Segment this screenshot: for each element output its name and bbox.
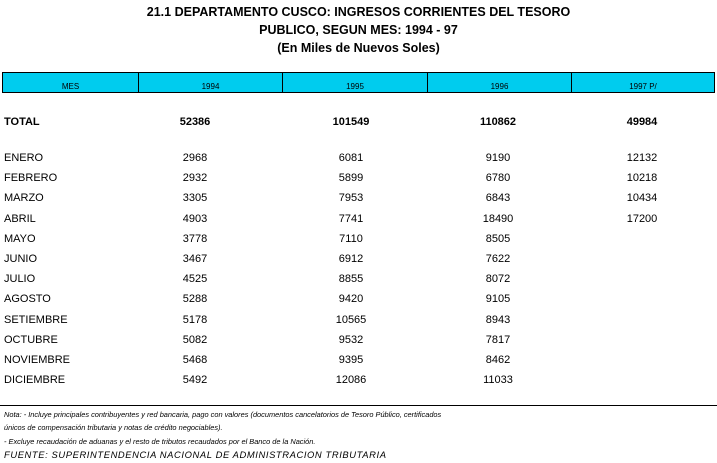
total-row: [0, 112, 717, 132]
total-1996: 110862: [479, 116, 517, 128]
source-line: FUENTE: SUPERINTENDENCIA NACIONAL DE ADMINISTRACION TRIBUTARIA: [4, 449, 387, 460]
value-cell: 9420: [338, 293, 364, 306]
value-cell: 5178: [182, 313, 208, 326]
total-1997: 49984: [626, 116, 658, 128]
value-cell: 5492: [182, 374, 208, 387]
value-cell: 9190: [485, 152, 511, 164]
table-row: [0, 229, 717, 249]
value-cell: 18490: [482, 212, 514, 225]
value-cell: 5288: [182, 293, 208, 306]
month-label: JUNIO: [4, 253, 37, 265]
value-cell: 7953: [338, 192, 364, 205]
value-cell: 2932: [182, 172, 208, 185]
table-row: [0, 188, 717, 208]
month-label: OCTUBRE: [4, 333, 58, 346]
table-row: [0, 330, 717, 350]
value-cell: 6843: [485, 192, 511, 205]
value-cell: 9105: [485, 293, 511, 306]
value-cell: 6081: [338, 152, 364, 164]
value-cell: 3305: [182, 192, 208, 205]
total-1995: 101549: [332, 116, 370, 128]
month-label: ENERO: [4, 152, 44, 164]
table-title: 21.1 DEPARTAMENTO CUSCO: INGRESOS CORRIENTES DEL TESORO: [146, 5, 571, 19]
month-label: MARZO: [4, 192, 44, 205]
value-cell: 12086: [335, 374, 367, 387]
value-cell: 8943: [485, 313, 511, 326]
table-row: [0, 249, 717, 269]
value-cell: 8505: [485, 232, 511, 245]
value-cell: 9395: [338, 354, 364, 366]
header-1997: 1997 P/: [629, 82, 657, 91]
header-1995: 1995: [283, 73, 428, 92]
month-label: AGOSTO: [4, 293, 51, 306]
value-cell: 6780: [485, 172, 511, 185]
month-label: DICIEMBRE: [4, 374, 66, 387]
value-cell: 7817: [485, 333, 511, 346]
value-cell: 9532: [338, 333, 364, 346]
value-cell: 7110: [339, 232, 363, 245]
table-header: [2, 72, 715, 93]
value-cell: 4903: [182, 212, 208, 225]
header-1996: 1996: [428, 73, 572, 92]
note-line-1: Nota: - Incluye principales contribuyentes y red bancaria, pago con valores (documentos cancelatorios de Tesoro Público, certificados: [4, 410, 442, 419]
value-cell: 10565: [335, 313, 367, 326]
value-cell: 8072: [485, 273, 511, 286]
value-cell: 8855: [338, 273, 364, 286]
month-label: SETIEMBRE: [4, 313, 68, 326]
total-label: TOTAL: [4, 116, 40, 128]
value-cell: 6912: [338, 253, 364, 265]
value-cell: 11033: [483, 374, 513, 387]
note-line-2: únicos de compensación tributaria y notas de crédito negociables).: [4, 423, 223, 432]
table-row: [0, 370, 717, 390]
total-1994: 52386: [179, 116, 211, 128]
month-label: NOVIEMBRE: [4, 354, 71, 366]
month-label: ABRIL: [4, 212, 36, 225]
table-row: [0, 168, 717, 188]
table-row: [0, 350, 717, 370]
note-line-3: - Excluye recaudación de aduanas y el resto de tributos recaudados por el Banco de la Nación.: [4, 437, 316, 446]
value-cell: 7622: [485, 253, 511, 265]
value-cell: 10434: [626, 192, 658, 205]
value-cell: 5468: [182, 354, 208, 366]
value-cell: 17200: [626, 212, 658, 225]
month-label: MAYO: [4, 232, 36, 245]
table-row: [0, 310, 717, 330]
month-label: JULIO: [4, 273, 36, 286]
header-mes: MES: [3, 73, 139, 92]
table-row: [0, 289, 717, 309]
value-cell: 12132: [626, 152, 658, 164]
month-label: FEBRERO: [4, 172, 58, 185]
value-cell: 10218: [626, 172, 658, 185]
value-cell: 4525: [182, 273, 208, 286]
header-1994: 1994: [139, 73, 283, 92]
value-cell: 8462: [485, 354, 511, 366]
table-units: (En Miles de Nuevos Soles): [277, 41, 440, 55]
value-cell: 3467: [182, 253, 208, 265]
value-cell: 7741: [338, 212, 364, 225]
value-cell: 2968: [182, 152, 208, 164]
value-cell: 3778: [182, 232, 208, 245]
value-cell: 5082: [182, 333, 208, 346]
table-row: [0, 269, 717, 289]
table-row: [0, 209, 717, 229]
notes-divider: [0, 405, 717, 406]
table-subtitle: PUBLICO, SEGUN MES: 1994 - 97: [259, 23, 458, 37]
table-row: [0, 148, 717, 168]
value-cell: 5899: [338, 172, 364, 185]
